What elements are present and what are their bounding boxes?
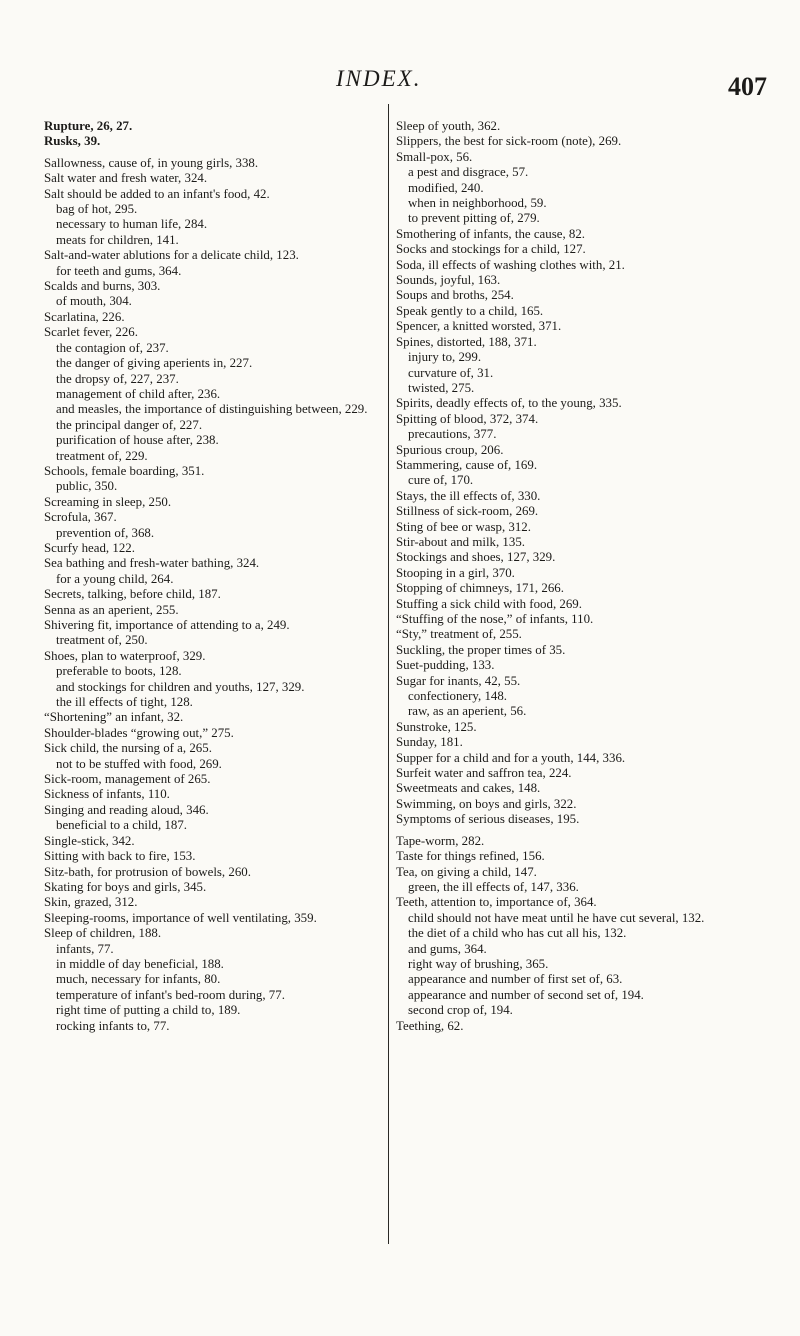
index-subentry: curvature of, 31.: [408, 365, 494, 380]
index-entry: Tea, on giving a child, 147.: [396, 864, 537, 879]
index-entry: “Stuffing of the nose,” of infants, 110.: [396, 612, 594, 626]
index-column-left: [44, 119, 414, 1034]
index-entry: Supper for a child and for a youth, 144, 336.: [396, 750, 626, 765]
index-entry: Stuffing a sick child with food, 269.: [396, 596, 582, 611]
index-entry: “Sty,” treatment of, 255.: [396, 627, 522, 642]
index-entry: Shoulder-blades “growing out,” 275.: [44, 725, 234, 740]
index-entry: Screaming in sleep, 250.: [44, 494, 172, 509]
index-subentry: treatment of, 229.: [56, 448, 148, 463]
index-entry: Socks and stockings for a child, 127.: [396, 242, 586, 257]
index-subentry: bag of hot, 295.: [56, 202, 138, 217]
index-entry: Sick child, the nursing of a, 265.: [44, 741, 212, 756]
index-subentry: right time of putting a child to, 189.: [56, 1003, 241, 1018]
index-entry: Scurfy head, 122.: [44, 540, 135, 555]
index-subentry: appearance and number of first set of, 63.: [408, 972, 623, 987]
index-subentry: when in neighborhood, 59.: [408, 196, 547, 211]
index-entry: Scarlet fever, 226.: [44, 325, 138, 340]
index-entry: Sting of bee or wasp, 312.: [396, 519, 531, 534]
index-entry: Stooping in a girl, 370.: [396, 565, 515, 580]
index-subentry: public, 350.: [56, 479, 118, 494]
index-subentry: of mouth, 304.: [56, 294, 132, 309]
index-entry: Sleeping-rooms, importance of well ventilating, 359.: [44, 910, 317, 925]
index-subentry: the diet of a child who has cut all his, 132.: [408, 926, 627, 941]
index-subentry: treatment of, 250.: [56, 633, 148, 648]
index-entry: Spirits, deadly effects of, to the young, 335.: [396, 396, 622, 411]
index-entry: Spencer, a knitted worsted, 371.: [396, 319, 562, 334]
index-entry: Scarlatina, 226.: [44, 309, 125, 324]
index-entry: Sunday, 181.: [396, 735, 463, 750]
index-entry: Sitting with back to fire, 153.: [44, 849, 196, 864]
index-entry: Sick-room, management of 265.: [44, 772, 211, 787]
index-entry: Rusks, 39.: [44, 134, 101, 149]
index-entry: Skin, grazed, 312.: [44, 895, 138, 910]
index-entry: “Shortening” an infant, 32.: [44, 710, 184, 725]
index-subentry: management of child after, 236.: [56, 386, 221, 401]
page-number: 407: [728, 72, 767, 101]
index-entry: Sitz-bath, for protrusion of bowels, 260.: [44, 864, 251, 879]
index-subentry: for teeth and gums, 364.: [56, 263, 182, 278]
index-entry: Shoes, plan to waterproof, 329.: [44, 648, 206, 663]
index-entry: Teeth, attention to, importance of, 364.: [396, 895, 597, 910]
index-subentry: to prevent pitting of, 279.: [408, 211, 540, 226]
index-subentry: and gums, 364.: [408, 941, 487, 956]
index-subentry: much, necessary for infants, 80.: [56, 972, 221, 987]
index-entry: Slippers, the best for sick-room (note), 269.: [396, 134, 622, 149]
index-entry: Speak gently to a child, 165.: [396, 303, 544, 318]
index-subentry: rocking infants to, 77.: [56, 1018, 170, 1033]
index-entry: Sallowness, cause of, in young girls, 338.: [44, 155, 259, 170]
index-subentry: green, the ill effects of, 147, 336.: [408, 879, 579, 894]
index-subentry: the contagion of, 237.: [56, 340, 169, 355]
index-entry: Stays, the ill effects of, 330.: [396, 488, 541, 503]
index-entry: Senna as an aperient, 255.: [44, 602, 179, 617]
index-entry: Sugar for inants, 42, 55.: [396, 673, 521, 688]
index-subentry: child should not have meat until he have cut several, 132.: [408, 910, 705, 925]
index-entry: Stir-about and milk, 135.: [396, 534, 525, 549]
index-subentry: second crop of, 194.: [408, 1003, 513, 1018]
index-entry: Secrets, talking, before child, 187.: [44, 587, 221, 602]
index-entry: Spitting of blood, 372, 374.: [396, 411, 539, 426]
index-entry: Spines, distorted, 188, 371.: [396, 334, 537, 349]
index-subentry: beneficial to a child, 187.: [56, 818, 188, 833]
index-column-right: [396, 119, 768, 1034]
index-subentry: precautions, 377.: [408, 427, 497, 442]
index-entry: Soups and broths, 254.: [396, 288, 514, 303]
index-entry: Sweetmeats and cakes, 148.: [396, 781, 541, 796]
index-subentry: temperature of infant's bed-room during, 77.: [56, 987, 285, 1002]
index-entry: Surfeit water and saffron tea, 224.: [396, 766, 572, 781]
index-subentry: the ill effects of tight, 128.: [56, 695, 193, 710]
index-entry: Stillness of sick-room, 269.: [396, 504, 539, 519]
index-subentry: for a young child, 264.: [56, 571, 174, 586]
index-entry: Sunstroke, 125.: [396, 719, 477, 734]
index-subentry: cure of, 170.: [408, 473, 474, 488]
index-subentry: in middle of day beneficial, 188.: [56, 956, 224, 971]
index-subentry: injury to, 299.: [408, 350, 482, 365]
index-subentry: infants, 77.: [56, 941, 114, 956]
index-entry: Small-pox, 56.: [396, 149, 473, 164]
index-entry: Swimming, on boys and girls, 322.: [396, 796, 577, 811]
index-entry: Single-stick, 342.: [44, 833, 135, 848]
index-subentry: raw, as an aperient, 56.: [408, 704, 527, 719]
index-entry: Suckling, the proper times of 35.: [396, 642, 566, 657]
index-entry: Stopping of chimneys, 171, 266.: [396, 581, 564, 596]
index-subentry: prevention of, 368.: [56, 525, 155, 540]
index-entry: Skating for boys and girls, 345.: [44, 879, 207, 894]
index-entry: Salt water and fresh water, 324.: [44, 171, 208, 186]
page-header: [0, 66, 800, 106]
running-head: INDEX.: [336, 66, 422, 91]
index-subentry: the principal danger of, 227.: [56, 417, 203, 432]
index-entry: Sickness of infants, 110.: [44, 787, 170, 802]
index-entry: Sounds, joyful, 163.: [396, 273, 501, 288]
index-subentry: modified, 240.: [408, 180, 484, 195]
index-subentry: necessary to human life, 284.: [56, 217, 208, 232]
index-entry: Scrofula, 367.: [44, 510, 117, 525]
index-entry: Rupture, 26, 27.: [44, 119, 133, 133]
index-entry: Smothering of infants, the cause, 82.: [396, 226, 586, 241]
index-entry: Symptoms of serious diseases, 195.: [396, 812, 580, 827]
index-entry: Soda, ill effects of washing clothes with, 21.: [396, 257, 625, 272]
index-entry: Suet-pudding, 133.: [396, 658, 495, 673]
index-subentry: and measles, the importance of distinguishing between, 229.: [56, 402, 368, 417]
index-entry: Sea bathing and fresh-water bathing, 324.: [44, 556, 260, 571]
index-entry: Spurious croup, 206.: [396, 442, 504, 457]
index-entry: Stammering, cause of, 169.: [396, 457, 538, 472]
index-subentry: a pest and disgrace, 57.: [408, 165, 529, 180]
index-entry: Schools, female boarding, 351.: [44, 463, 205, 478]
index-subentry: the danger of giving aperients in, 227.: [56, 356, 253, 371]
index-subentry: and stockings for children and youths, 127, 329.: [56, 679, 305, 694]
index-entry: Scalds and burns, 303.: [44, 279, 161, 294]
index-subentry: confectionery, 148.: [408, 689, 508, 704]
index-subentry: appearance and number of second set of, 194.: [408, 987, 644, 1002]
index-subentry: preferable to boots, 128.: [56, 664, 182, 679]
index-subentry: meats for children, 141.: [56, 232, 179, 247]
index-subentry: not to be stuffed with food, 269.: [56, 756, 222, 771]
index-subentry: purification of house after, 238.: [56, 433, 219, 448]
index-entry: Singing and reading aloud, 346.: [44, 802, 209, 817]
index-entry: Sleep of children, 188.: [44, 926, 162, 941]
index-subentry: twisted, 275.: [408, 380, 475, 395]
index-entry: Taste for things refined, 156.: [396, 849, 545, 864]
index-entry: Salt should be added to an infant's food, 42.: [44, 186, 270, 201]
index-entry: Shivering fit, importance of attending to a, 249.: [44, 618, 290, 632]
index-subentry: right way of brushing, 365.: [408, 956, 549, 971]
index-entry: Tape-worm, 282.: [396, 833, 485, 848]
index-entry: Sleep of youth, 362.: [396, 119, 501, 133]
index-entry: Stockings and shoes, 127, 329.: [396, 550, 556, 565]
index-subentry: the dropsy of, 227, 237.: [56, 371, 179, 386]
index-entry: Salt-and-water ablutions for a delicate child, 123.: [44, 248, 299, 263]
index-entry: Teething, 62.: [396, 1018, 464, 1033]
column-divider: [388, 104, 389, 1244]
